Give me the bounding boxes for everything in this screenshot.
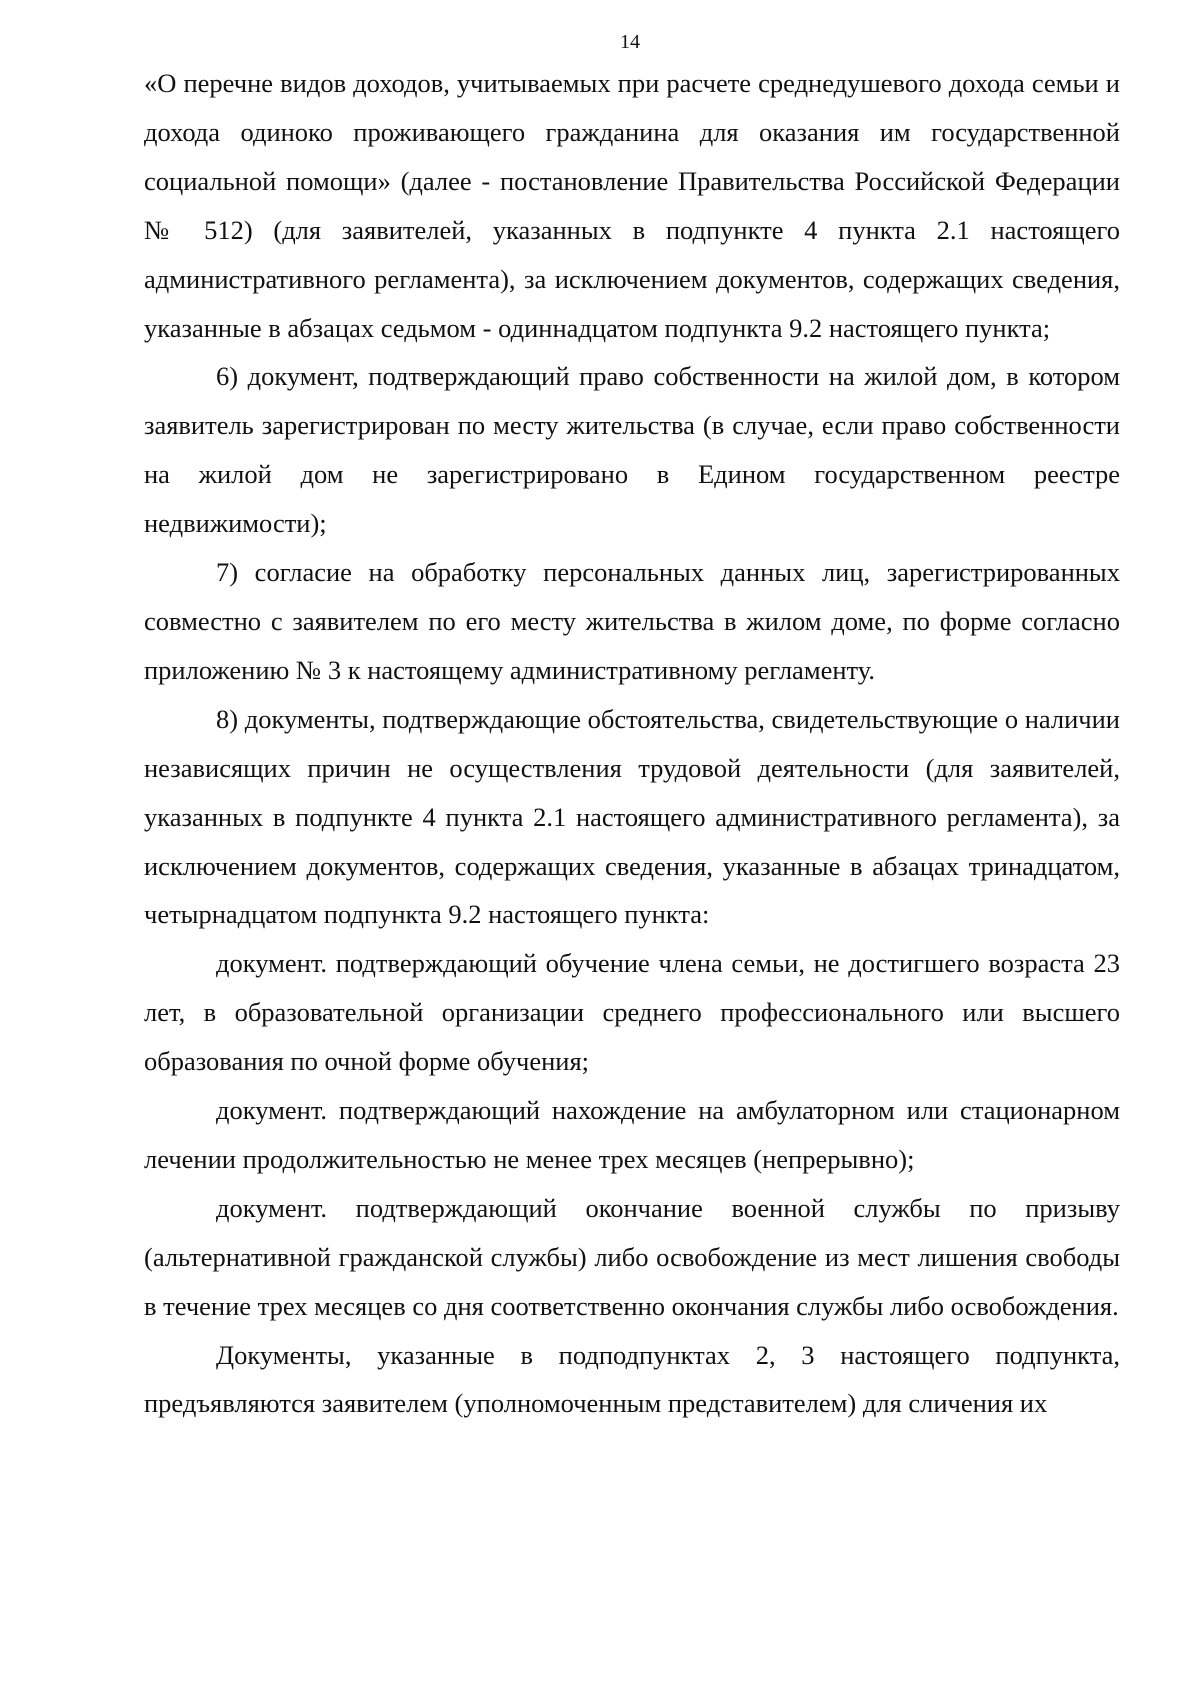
document-body <box>144 59 1120 1428</box>
paragraph-subitem-education: документ. подтверждающий обучение члена семьи, не достигшего возраста 23 лет, в образовательной организации среднего профессионального или высшего образования по очной форме обучения; <box>144 948 1120 1077</box>
paragraph-item-7: 7) согласие на обработку персональных данных лиц, зарегистрированных совместно с заявителем по его месту жительства в жилом доме, по форме согласно приложению № 3 к настоящему административному регламенту. <box>144 557 1120 685</box>
paragraph-item-6: 6) документ, подтверждающий право собственности на жилой дом, в котором заявитель зарегистрирован по месту жительства (в случае, если право собственности на жилой дом не зарегистрировано в Едином государственном реестре недвижимости); <box>144 361 1120 539</box>
page-number: 14 <box>620 31 640 53</box>
paragraph-item-8: 8) документы, подтверждающие обстоятельства, свидетельствующие о наличии независящих причин не осуществления трудовой деятельности (для заявителей, указанных в подпункте 4 пункта 2.1 настоящего административного регламента), за исключением документов, содержащих сведения, указанные в абзацах тринадцатом, четырнадцатом подпункта 9.2 настоящего пункта: <box>144 703 1120 930</box>
paragraph-continuation: «О перечне видов доходов, учитываемых при расчете среднедушевого дохода семьи и дохода одиноко проживающего гражданина для оказания им государственной социальной помощи» (далее - постановление Правительства Российской Федерации № 512) (для заявителей, указанных в подпункте 4 пункта 2.1 настоящего административного регламента), за исключением документов, содержащих сведения, указанные в абзацах седьмом - одиннадцатом подпункта 9.2 настоящего пункта; <box>144 68 1120 343</box>
paragraph-subitem-treatment: документ. подтверждающий нахождение на амбулаторном или стационарном лечении продолжительностью не менее трех месяцев (непрерывно); <box>144 1095 1120 1174</box>
paragraph-documents-note: Документы, указанные в подподпунктах 2, 3 настоящего подпункта, предъявляются заявителем (уполномоченным представителем) для сличения их <box>144 1339 1120 1419</box>
paragraph-subitem-military: документ. подтверждающий окончание военной службы по призыву (альтернативной гражданской службы) либо освобождение из мест лишения свободы в течение трех месяцев со дня соответственно окончания службы либо освобождения. <box>144 1192 1120 1321</box>
